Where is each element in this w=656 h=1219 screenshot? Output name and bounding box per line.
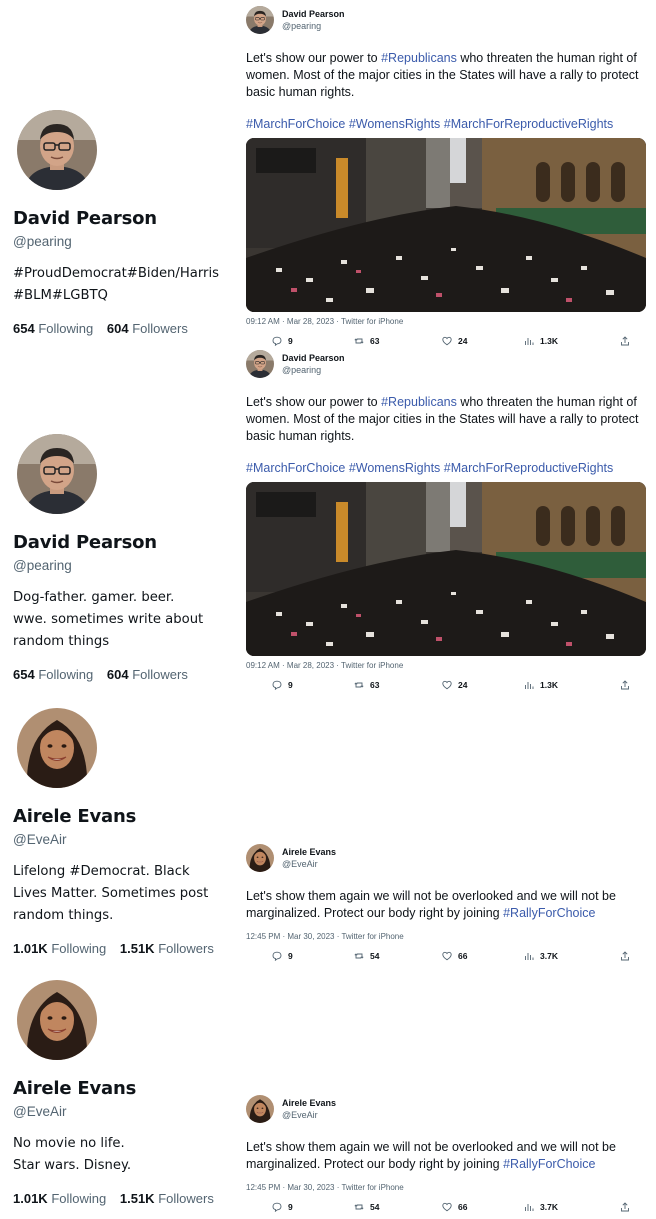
retweet-icon <box>354 951 364 961</box>
following-link[interactable] <box>13 667 93 682</box>
heart-icon <box>442 1202 452 1212</box>
tweet-timestamp: 12:45 PM · Mar 30, 2023 · Twitter for iPhone <box>246 932 404 941</box>
tweet-author-handle: @EveAir <box>282 1110 318 1120</box>
share-button[interactable] <box>620 336 630 346</box>
tweet-photo[interactable] <box>246 138 646 312</box>
profile-handle: @pearing <box>13 558 72 573</box>
tweet-actions <box>246 1202 648 1212</box>
tweet-timestamp: 09:12 AM · Mar 28, 2023 · Twitter for iPhone <box>246 661 404 670</box>
share-icon <box>620 336 630 346</box>
views-icon <box>524 951 534 961</box>
reply-count: 9 <box>288 336 293 346</box>
followers-label: Followers <box>158 941 214 956</box>
retweet-count: 54 <box>370 951 380 961</box>
reply-count: 9 <box>288 680 293 690</box>
reply-count: 9 <box>288 951 293 961</box>
profile-name: David Pearson <box>13 532 157 553</box>
retweet-count: 63 <box>370 336 380 346</box>
following-link[interactable] <box>13 941 106 956</box>
tweet-card[interactable] <box>246 4 648 346</box>
like-count: 24 <box>458 336 468 346</box>
hashtag-link[interactable]: #RallyForChoice <box>503 906 596 920</box>
tweet-author-name[interactable]: David Pearson <box>282 9 345 19</box>
profile-bio: #ProudDemocrat#Biden/Harris #BLM#LGBTQ <box>13 266 219 303</box>
retweet-icon <box>354 1202 364 1212</box>
views-icon <box>524 680 534 690</box>
retweet-button[interactable] <box>354 680 442 690</box>
tweet-avatar[interactable] <box>246 844 274 872</box>
tweet-header <box>246 348 648 380</box>
followers-count: 1.51K <box>119 941 155 956</box>
share-button[interactable] <box>620 1202 630 1212</box>
views-count: 1.3K <box>540 680 558 690</box>
tweet-text <box>246 394 648 445</box>
tweet-actions <box>246 680 648 690</box>
tweet-text-part: Let's show them again we will not be overlooked and we will not be marginalized. Protect our body right by joining <box>246 889 616 920</box>
followers-count: 604 <box>106 321 129 336</box>
like-button[interactable] <box>442 336 524 346</box>
following-count: 654 <box>13 321 35 336</box>
tweet-text-part: Let's show them again we will not be overlooked and we will not be marginalized. Protect our body right by joining <box>246 1140 616 1171</box>
profile-stats <box>13 667 238 682</box>
following-label: Following <box>38 321 94 336</box>
followers-count: 604 <box>106 667 129 682</box>
share-icon <box>620 680 630 690</box>
retweet-button[interactable] <box>354 951 442 961</box>
profile-handle: @EveAir <box>13 1104 67 1119</box>
following-link[interactable] <box>13 321 93 336</box>
share-icon <box>620 951 630 961</box>
heart-icon <box>442 951 452 961</box>
tweet-card[interactable] <box>246 348 648 690</box>
tweet-author-name[interactable]: David Pearson <box>282 353 345 363</box>
tweet-text <box>246 1139 648 1173</box>
tweet-header <box>246 1093 648 1125</box>
avatar[interactable] <box>17 434 97 514</box>
views-button[interactable] <box>524 336 620 346</box>
followers-label: Followers <box>132 321 188 336</box>
hashtag-link[interactable]: #Republicans <box>381 51 457 65</box>
tweet-text-part: Let's show our power to <box>246 51 382 65</box>
retweet-button[interactable] <box>354 1202 442 1212</box>
tweet-card[interactable] <box>246 1093 648 1212</box>
following-count: 654 <box>13 667 35 682</box>
following-count: 1.01K <box>13 1191 48 1206</box>
tweet-hashtags[interactable]: #MarchForChoice #WomensRights #MarchForReproductiveRights <box>246 117 614 131</box>
followers-link[interactable] <box>120 941 214 956</box>
following-label: Following <box>38 667 94 682</box>
views-button[interactable] <box>524 951 620 961</box>
tweet-header <box>246 842 648 874</box>
tweet-text-part: Let's show our power to <box>246 395 382 409</box>
followers-label: Followers <box>158 1191 214 1206</box>
tweet-author-handle: @EveAir <box>282 859 318 869</box>
views-button[interactable] <box>524 680 620 690</box>
tweet-avatar[interactable] <box>246 1095 274 1123</box>
profile-handle: @pearing <box>13 234 72 249</box>
tweet-timestamp: 09:12 AM · Mar 28, 2023 · Twitter for iPhone <box>246 317 404 326</box>
share-button[interactable] <box>620 951 630 961</box>
tweet-photo[interactable] <box>246 482 646 656</box>
reply-button[interactable] <box>272 680 354 690</box>
tweet-author-handle: @pearing <box>282 21 322 31</box>
tweet-author-handle: @pearing <box>282 365 322 375</box>
followers-link[interactable] <box>107 321 188 336</box>
tweet-header <box>246 4 648 36</box>
profile-card <box>13 110 238 336</box>
retweet-button[interactable] <box>354 336 442 346</box>
views-icon <box>524 336 534 346</box>
tweet-text-part: who threaten the human right of women. Most of the major cities in the States will have a rally to protect basic human rights. <box>246 51 639 99</box>
views-count: 3.7K <box>540 1202 558 1212</box>
like-button[interactable] <box>442 951 524 961</box>
profile-bio: Lifelong #Democrat. Black Lives Matter. Sometimes post random things. <box>13 864 209 923</box>
views-count: 3.7K <box>540 951 558 961</box>
tweet-actions <box>246 951 648 961</box>
profile-card <box>13 980 238 1206</box>
followers-link[interactable] <box>107 667 188 682</box>
tweet-author-name[interactable]: Airele Evans <box>282 1098 337 1108</box>
reply-button[interactable] <box>272 336 354 346</box>
following-count: 1.01K <box>13 941 48 956</box>
profile-name: David Pearson <box>13 208 157 229</box>
tweet-avatar[interactable] <box>246 350 274 378</box>
retweet-icon <box>354 680 364 690</box>
tweet-hashtags[interactable]: #MarchForChoice #WomensRights #MarchForReproductiveRights <box>246 461 614 475</box>
tweet-actions <box>246 336 648 346</box>
reply-button[interactable] <box>272 951 354 961</box>
profile-stats <box>13 941 238 956</box>
reply-icon <box>272 680 282 690</box>
share-button[interactable] <box>620 680 630 690</box>
avatar[interactable] <box>17 110 97 190</box>
tweet-text <box>246 50 648 101</box>
views-count: 1.3K <box>540 336 558 346</box>
tweet-text <box>246 888 648 922</box>
hashtag-link[interactable]: #Republicans <box>381 395 457 409</box>
like-button[interactable] <box>442 1202 524 1212</box>
profile-card <box>13 434 238 682</box>
profile-bio: No movie no life. Star wars. Disney. <box>13 1136 132 1173</box>
following-label: Following <box>51 1191 107 1206</box>
retweet-count: 54 <box>370 1202 380 1212</box>
tweet-author-name[interactable]: Airele Evans <box>282 847 337 857</box>
retweet-count: 63 <box>370 680 380 690</box>
tweet-avatar[interactable] <box>246 6 274 34</box>
profile-stats <box>13 1191 238 1206</box>
profile-name: Airele Evans <box>13 1078 137 1099</box>
reply-icon <box>272 1202 282 1212</box>
avatar[interactable] <box>17 708 97 788</box>
profile-handle: @EveAir <box>13 832 67 847</box>
avatar[interactable] <box>17 980 97 1060</box>
heart-icon <box>442 336 452 346</box>
followers-label: Followers <box>132 667 188 682</box>
like-count: 24 <box>458 680 468 690</box>
followers-count: 1.51K <box>119 1191 155 1206</box>
views-icon <box>524 1202 534 1212</box>
retweet-icon <box>354 336 364 346</box>
views-button[interactable] <box>524 1202 620 1212</box>
tweet-timestamp: 12:45 PM · Mar 30, 2023 · Twitter for iPhone <box>246 1183 404 1192</box>
profile-name: Airele Evans <box>13 806 137 827</box>
heart-icon <box>442 680 452 690</box>
profile-stats <box>13 321 238 336</box>
like-button[interactable] <box>442 680 524 690</box>
profile-card <box>13 708 238 956</box>
like-count: 66 <box>458 951 468 961</box>
reply-count: 9 <box>288 1202 293 1212</box>
share-icon <box>620 1202 630 1212</box>
tweet-card[interactable] <box>246 842 648 961</box>
profile-bio: Dog-father. gamer. beer. wwe. sometimes write about random things <box>13 590 204 649</box>
following-link[interactable] <box>13 1191 106 1206</box>
reply-button[interactable] <box>272 1202 354 1212</box>
tweet-text-part: who threaten the human right of women. Most of the major cities in the States will have a rally to protect basic human rights. <box>246 395 639 443</box>
following-label: Following <box>51 941 107 956</box>
reply-icon <box>272 336 282 346</box>
followers-link[interactable] <box>120 1191 214 1206</box>
hashtag-link[interactable]: #RallyForChoice <box>503 1157 596 1171</box>
like-count: 66 <box>458 1202 468 1212</box>
reply-icon <box>272 951 282 961</box>
